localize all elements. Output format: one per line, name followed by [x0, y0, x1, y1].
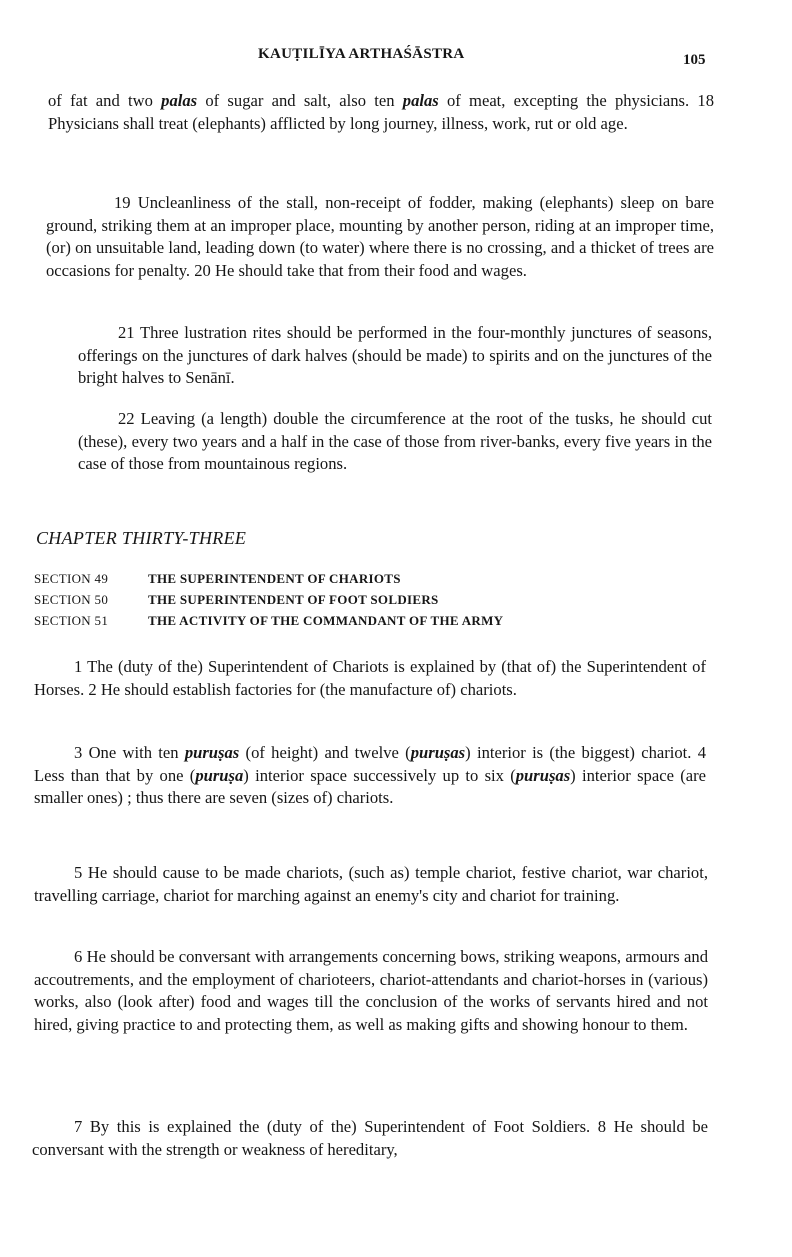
- text-run: 21 Three lustration rites should be performed in the four-monthly junctures of seasons, offerings on the junctures of dark halves (should be made) to spirits and on the junctures of the bright halves to Senānī.: [78, 323, 712, 388]
- section-row: [34, 589, 634, 610]
- italic-term: puruṣa: [195, 765, 244, 785]
- running-title: KAUṬILĪYA ARTHAŚĀSTRA: [258, 46, 465, 62]
- paragraph-19: [46, 192, 714, 282]
- text-run: ) interior space successively up to six (: [243, 765, 516, 785]
- section-title: THE SUPERINTENDENT OF CHARIOTS: [148, 571, 401, 586]
- section-title: THE ACTIVITY OF THE COMMANDANT OF THE ARMY: [148, 613, 504, 628]
- text-run: 5 He should cause to be made chariots, (such as) temple chariot, festive chariot, war chariot, travelling carriage, chariot for marching against an enemy's city and chariot for training.: [34, 863, 708, 905]
- text-run: of meat, excepting the physicians. 18 Physicians shall treat (elephants) afflicted by long journey, illness, work, rut or old age.: [48, 91, 714, 133]
- paragraph-3: [34, 742, 706, 810]
- text-run: 6 He should be conversant with arrangements concerning bows, striking weapons, armours and accoutrements, and the employment of charioteers, chariot-attendants and chariot-horses in (various) works, also (look after) food and wages till the conclusion of the works of servants hired and not hired, giving practice to and protecting them, as well as making gifts and showing honour to them.: [34, 947, 708, 1034]
- text-run: 1 The (duty of the) Superintendent of Chariots is explained by (that of) the Superintendent of Horses. 2 He should establish factories for (the manufacture of) chariots.: [34, 657, 706, 699]
- paragraph-21: [78, 322, 712, 390]
- italic-term: puruṣas: [515, 765, 571, 785]
- italic-term: puruṣas: [410, 743, 466, 762]
- text-run: of sugar and salt, also ten: [197, 91, 403, 110]
- italic-term: palas: [402, 91, 439, 110]
- section-label: SECTION 50: [34, 592, 109, 607]
- section-title: THE SUPERINTENDENT OF FOOT SOLDIERS: [148, 592, 439, 607]
- text-run: of fat and two: [48, 91, 162, 110]
- section-list: [34, 568, 634, 631]
- page-number: 105: [683, 52, 706, 68]
- paragraph-22: [78, 408, 712, 476]
- section-row: [34, 568, 634, 589]
- italic-term: puruṣas: [184, 743, 240, 762]
- section-row: [34, 610, 634, 631]
- text-run: 7 By this is explained the (duty of the) Superintendent of Foot Soldiers. 8 He should be conversant with the strength or weakness of hereditary,: [32, 1117, 708, 1159]
- paragraph-5: [34, 862, 708, 907]
- text-run: ) interior space (are smaller ones) ; thus there are seven (sizes of) chariots.: [34, 765, 706, 808]
- paragraph-7: [32, 1116, 708, 1161]
- text-run: ) interior is (the biggest) chariot. 4 Less than that by one (: [34, 743, 707, 785]
- section-label: SECTION 51: [34, 613, 109, 628]
- italic-term: palas: [161, 91, 198, 110]
- chapter-title: CHAPTER THIRTY-THREE: [36, 528, 247, 548]
- text-run: 3 One with ten: [74, 743, 185, 762]
- text-run: (of height) and twelve (: [239, 743, 411, 762]
- section-label: SECTION 49: [34, 571, 109, 586]
- text-run: 19 Uncleanliness of the stall, non-receipt of fodder, making (elephants) sleep on bare ground, striking them at an improper place, mounting by another person, riding at an improper time, (or) on unsuitable land, leading down (to water) where there is no crossing, and a thicket of trees are occasions for penalty. 20 He should take that from their food and wages.: [46, 193, 714, 280]
- paragraph-continued: [48, 90, 714, 135]
- paragraph-6: [34, 946, 708, 1036]
- text-run: 22 Leaving (a length) double the circumference at the root of the tusks, he should cut (these), every two years and a half in the case of those from river-banks, every five years in the case of those from mountainous regions.: [78, 409, 712, 474]
- paragraph-1: [34, 656, 706, 701]
